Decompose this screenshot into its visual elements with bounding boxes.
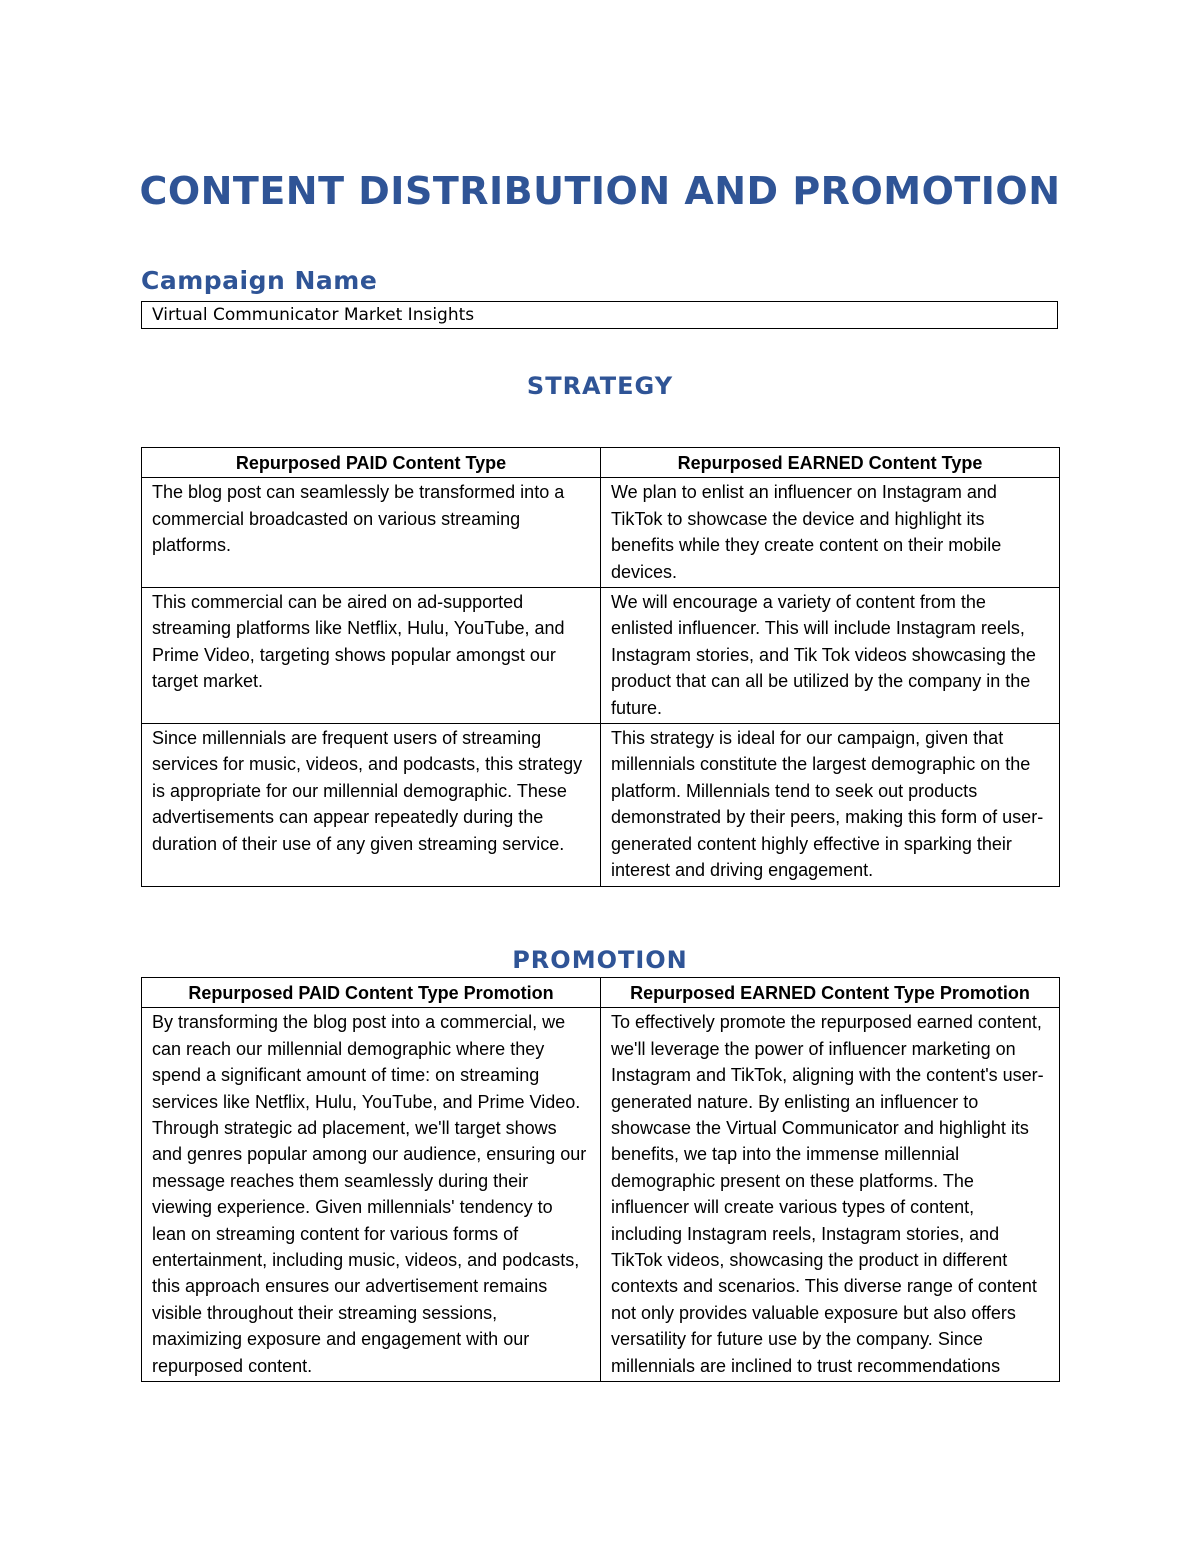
- promotion-heading: PROMOTION: [512, 946, 688, 974]
- table-row: [142, 724, 1060, 886]
- column-header-paid-promotion: Repurposed PAID Content Type Promotion: [142, 978, 601, 1008]
- column-header-earned: Repurposed EARNED Content Type: [601, 448, 1060, 478]
- table-cell-earned-promotion: To effectively promote the repurposed earned content, we'll leverage the power of influencer marketing on Instagram and TikTok, aligning with the content's user-generated nature. By enlisting an influencer to showcase the Virtual Communicator and highlight its benefits, we tap into the immense millennial demographic present on these platforms. The influencer will create various types of content, including Instagram reels, Instagram stories, and TikTok videos, showcasing the product in different contexts and scenarios. This diverse range of content not only provides valuable exposure but also offers versatility for future use by the company. Since millennials are inclined to trust recommendations: [601, 1008, 1060, 1382]
- table-cell-earned: We will encourage a variety of content from the enlisted influencer. This will include Instagram reels, Instagram stories, and Tik Tok videos showcasing the product that can all be utilized by the company in the future.: [601, 588, 1060, 724]
- table-header-row: [142, 978, 1060, 1008]
- table-cell-paid-promotion: By transforming the blog post into a commercial, we can reach our millennial demographic where they spend a significant amount of time: on streaming services like Netflix, Hulu, YouTube, and Prime Video. Through strategic ad placement, we'll target shows and genres popular among our audience, ensuring our message reaches them seamlessly during their viewing experience. Given millennials' tendency to lean on streaming content for various forms of entertainment, including music, videos, and podcasts, this approach ensures our advertisement remains visible throughout their streaming sessions, maximizing exposure and engagement with our repurposed content.: [142, 1008, 601, 1382]
- promotion-table: [141, 977, 1060, 1382]
- column-header-paid: Repurposed PAID Content Type: [142, 448, 601, 478]
- table-cell-earned: We plan to enlist an influencer on Instagram and TikTok to showcase the device and highlight its benefits while they create content on their mobile devices.: [601, 478, 1060, 588]
- strategy-heading: STRATEGY: [526, 372, 674, 400]
- column-header-earned-promotion: Repurposed EARNED Content Type Promotion: [601, 978, 1060, 1008]
- page-title: CONTENT DISTRIBUTION AND PROMOTION: [139, 169, 1061, 213]
- table-cell-earned: This strategy is ideal for our campaign, given that millennials constitute the largest demographic on the platform. Millennials tend to seek out products demonstrated by their peers, making this form of user-generated content highly effective in sparking their interest and driving engagement.: [601, 724, 1060, 886]
- table-cell-paid: The blog post can seamlessly be transformed into a commercial broadcasted on various streaming platforms.: [142, 478, 601, 588]
- table-row: [142, 1008, 1060, 1382]
- campaign-name-label: Campaign Name: [141, 266, 378, 295]
- strategy-table: [141, 447, 1060, 887]
- campaign-name-field: Virtual Communicator Market Insights: [141, 301, 1058, 329]
- table-header-row: [142, 448, 1060, 478]
- table-cell-paid: Since millennials are frequent users of streaming services for music, videos, and podcasts, this strategy is appropriate for our millennial demographic. These advertisements can appear repeatedly during the duration of their use of any given streaming service.: [142, 724, 601, 886]
- table-row: [142, 588, 1060, 724]
- table-row: [142, 478, 1060, 588]
- table-cell-paid: This commercial can be aired on ad-supported streaming platforms like Netflix, Hulu, YouTube, and Prime Video, targeting shows popular amongst our target market.: [142, 588, 601, 724]
